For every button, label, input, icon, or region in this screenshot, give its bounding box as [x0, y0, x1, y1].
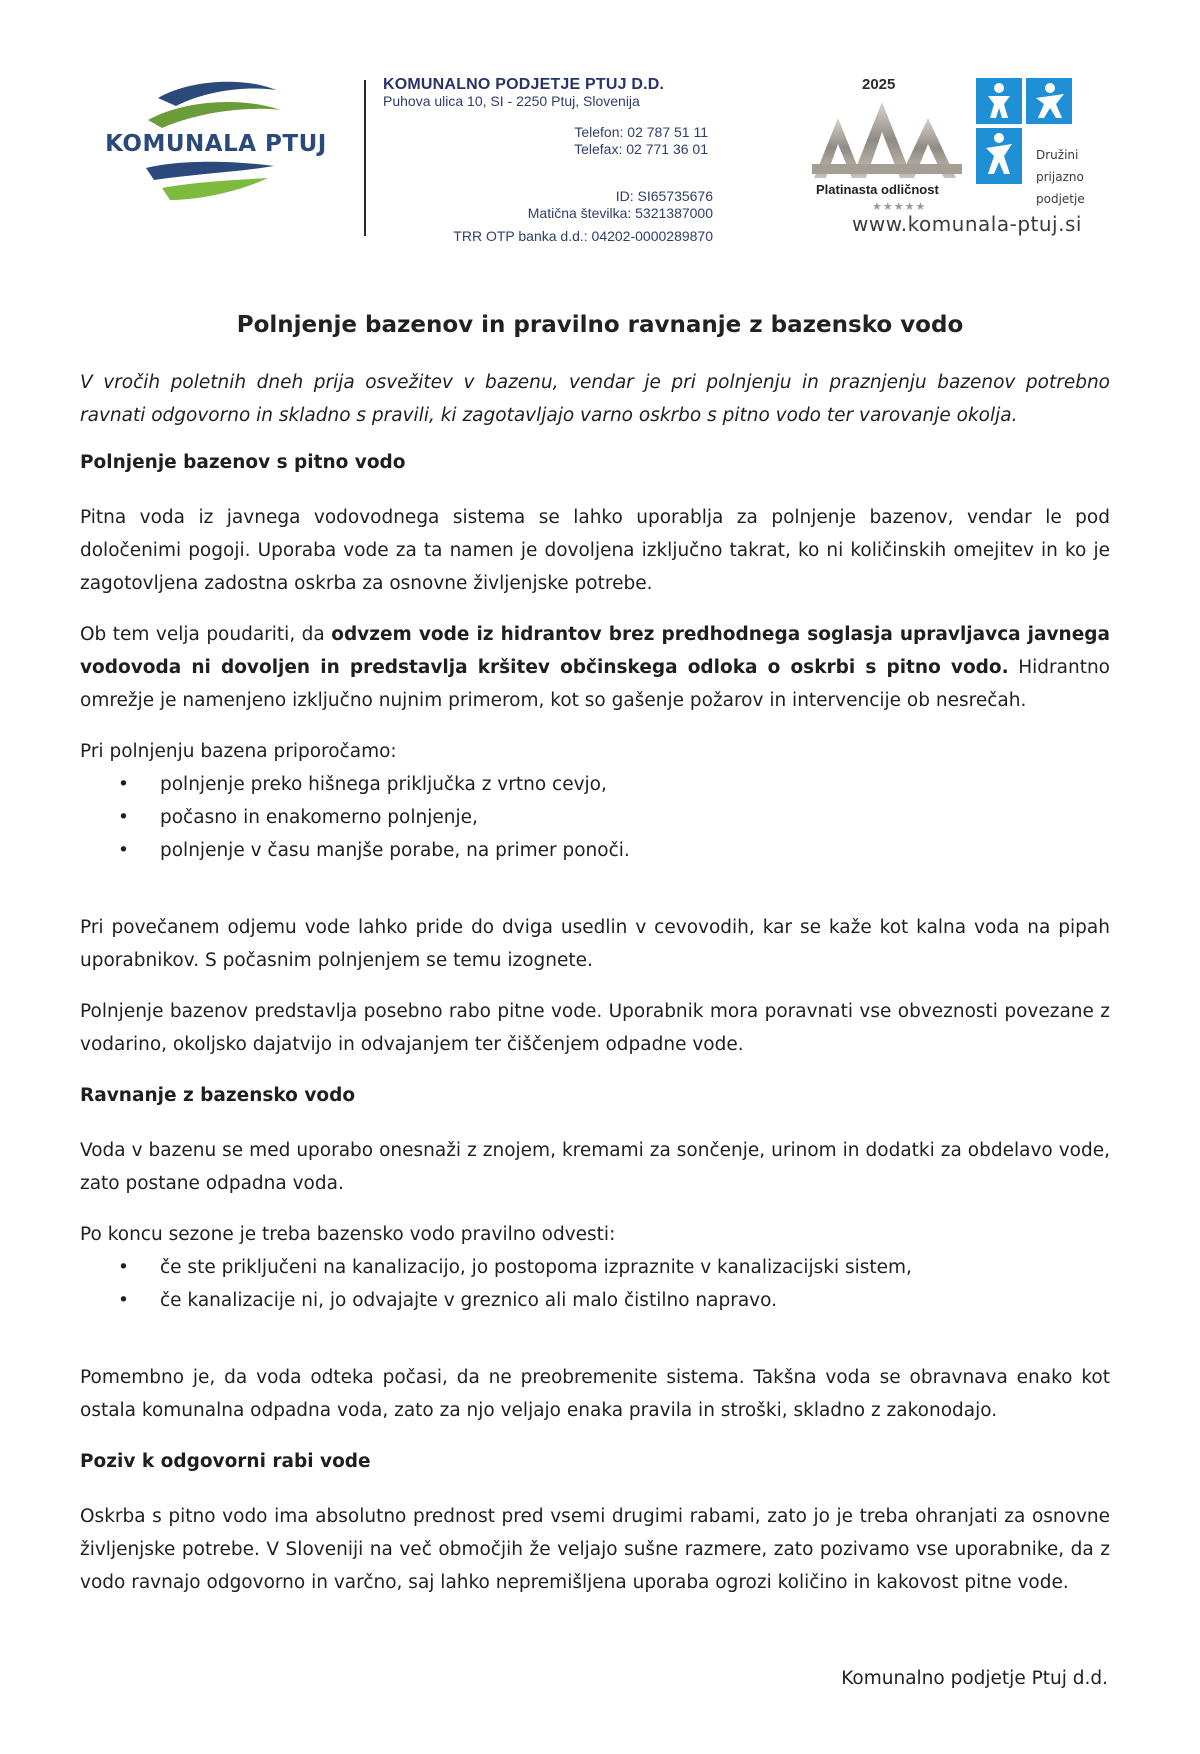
list-item: • polnjenje v času manjše porabe, na primer ponoči. [160, 834, 1110, 867]
section-heading: Ravnanje z bazensko vodo [80, 1085, 356, 1106]
company-fax: Telefax: 02 771 36 01 [574, 141, 708, 157]
section-heading: Polnjenje bazenov s pitno vodo [80, 452, 406, 473]
paragraph: Pri povečanem odjemu vode lahko pride do dviga usedlin v cevovodih, kar se kaže kot kalna voda na pipah uporabnikov. S počasnim polnjenjem se temu izognete. [80, 917, 1110, 971]
paragraph: Pitna voda iz javnega vodovodnega sistema se lahko uporablja za polnjenje bazenov, vendar le pod določenimi pogoji. Uporaba vode za ta namen je dovoljena izključno takrat, ko ni količinskih omejitev in ko je zagotovljena zadostna oskrba za osnovne življenjske potrebe. [80, 507, 1110, 594]
company-id: ID: SI65735676 [615, 188, 713, 204]
recommend-list [80, 768, 1110, 867]
list-item: • polnjenje preko hišnega priključka z vrtno cevjo, [160, 768, 1110, 801]
drain-intro: Po koncu sezone je treba bazensko vodo pravilno odvesti: [80, 1224, 616, 1245]
komunala-ptuj-logo [98, 76, 330, 212]
company-name: KOMUNALNO PODJETJE PTUJ D.D. [383, 76, 665, 93]
aaa-stars: ★★★★★ [872, 201, 927, 213]
company-registration: Matična številka: 5321387000 [527, 205, 713, 221]
list-item: • če ste priključeni na kanalizacijo, jo postopoma izpraznite v kanalizacijski sistem, [160, 1251, 1110, 1284]
hydrant-paragraph: Ob tem velja poudariti, da odvzem vode iz hidrantov brez predhodnega soglasja upravljavca javnega vodovoda ni dovoljen in predstavlja kršitev občinskega odloka o oskrbi s pitno vodo. Hidrantno omrežje je namenjeno izključno nujnim primerom, kot so gašenje požarov in intervencije ob nesrečah. [80, 624, 1111, 711]
company-phone: Telefon: 02 787 51 11 [574, 124, 708, 140]
family-friendly-label: Družini prijazno podjetje [1036, 148, 1085, 206]
website-link[interactable]: www.komunala-ptuj.si [852, 212, 1082, 236]
aaa-caption: Platinasta odličnost [816, 182, 939, 197]
list-item: • če kanalizacije ni, jo odvajajte v greznico ali malo čistilno napravo. [160, 1284, 1110, 1317]
drain-list [80, 1251, 1110, 1317]
hydrant-warning: odvzem vode iz hidrantov brez predhodnega soglasja upravljavca javnega vodovoda ni dovoljen in predstavlja kršitev občinskega odloka o oskrbi s pitno vodo. [80, 624, 1111, 678]
paragraph: Pomembno je, da voda odteka počasi, da ne preobremenite sistema. Takšna voda se obravnava enako kot ostala komunalna odpadna voda, zato za njo veljajo enaka pravila in stroški, skladno z zakonodajo. [80, 1367, 1110, 1421]
document-title: Polnjenje bazenov in pravilno ravnanje z bazensko vodo [236, 312, 964, 338]
header-divider [364, 80, 366, 236]
document-body [80, 366, 1110, 1617]
aaa-rating-icon [812, 94, 972, 180]
paragraph: Oskrba s pitno vodo ima absolutno prednost pred vsemi drugimi rabami, zato jo je treba ohranjati za osnovne življenjske potrebe. V Sloveniji na več območjih že veljajo sušne razmere, zato pozivamo vse uporabnike, da z vodo ravnajo odgovorno in varčno, saj lahko nepremišljena uporaba ogrozi količino in kakovost pitne vode. [80, 1506, 1110, 1593]
list-item: • počasno in enakomerno polnjenje, [160, 801, 1110, 834]
recommend-intro: Pri polnjenju bazena priporočamo: [80, 741, 397, 762]
intro-paragraph: V vročih poletnih dneh prija osvežitev v bazenu, vendar je pri polnjenju in praznjenju bazenov potrebno ravnati odgovorno in skladno s pravili, ki zagotavljajo varno oskrbo s pitno vodo ter varovanje okolja. [80, 372, 1110, 426]
section-heading: Poziv k odgovorni rabi vode [80, 1451, 371, 1472]
logo-text: KOMUNALA PTUJ [105, 131, 327, 157]
company-address: Puhova ulica 10, SI - 2250 Ptuj, Slovenija [383, 93, 640, 109]
signature: Komunalno podjetje Ptuj d.d. [841, 1668, 1108, 1689]
certificates [812, 76, 1112, 236]
aaa-year: 2025 [862, 76, 896, 93]
letterhead [0, 0, 1200, 270]
paragraph: Polnjenje bazenov predstavlja posebno rabo pitne vode. Uporabnik mora poravnati vse obveznosti povezane z vodarino, okoljsko dajatvijo in odvajanjem ter čiščenjem odpadne vode. [80, 1001, 1110, 1055]
paragraph: Voda v bazenu se med uporabo onesnaži z znojem, kremami za sončenje, urinom in dodatki za obdelavo vode, zato postane odpadna voda. [80, 1140, 1110, 1194]
company-bank: TRR OTP banka d.d.: 04202-0000289870 [453, 228, 713, 244]
